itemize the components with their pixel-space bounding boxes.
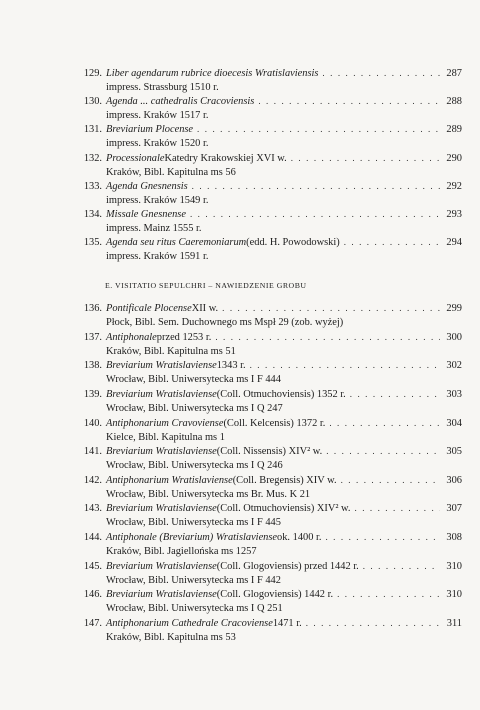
entry-source: Wrocław, Bibl. Uniwersytecka ms I Q 251 — [106, 603, 283, 615]
dot-leader — [344, 235, 441, 249]
entry-title: Liber agendarum rubrice dioecesis Wratislaviensis — [106, 68, 319, 79]
entry-page-number: 290 — [446, 153, 462, 164]
entry-number: 134. — [83, 209, 102, 220]
entry-page-number: 288 — [446, 96, 462, 107]
entry-source: impress. Kraków 1520 r. — [106, 138, 209, 150]
entry-detail: 1343 r. — [216, 360, 246, 371]
entry-source: Wrocław, Bibl. Uniwersytecka ms I F 444 — [106, 374, 281, 386]
entry-number: 144. — [83, 532, 102, 543]
toc-entry — [70, 151, 462, 180]
entry-title: Breviarium Plocense — [106, 124, 194, 135]
entry-page-number: 307 — [446, 503, 462, 514]
entry-page-number: 299 — [446, 303, 462, 314]
entry-title: Breviarium Wratislaviense — [106, 446, 217, 457]
dot-leader — [258, 94, 440, 108]
entry-detail: przed 1253 r. — [156, 332, 212, 343]
entry-page-number: 300 — [446, 332, 462, 343]
entry-title: Agenda Gnesnensis — [106, 181, 188, 192]
entry-detail: (Coll. Otmuchoviensis) 1352 r. — [216, 389, 346, 400]
entry-page-number: 311 — [446, 618, 462, 629]
entry-page-number: 303 — [446, 389, 462, 400]
entry-title: Antiphonarium Wratislaviense — [106, 475, 233, 486]
entry-number: 138. — [83, 360, 102, 371]
entry-number: 145. — [83, 561, 102, 572]
entry-title: Breviarium Wratislaviense — [106, 589, 217, 600]
toc-entry — [70, 94, 462, 123]
entry-number: 143. — [83, 503, 102, 514]
entry-source: Wrocław, Bibl. Uniwersytecka ms Br. Mus. K 21 — [106, 489, 311, 501]
toc-entry — [70, 122, 462, 151]
entry-detail: (Coll. Otmuchoviensis) XIV² w. — [216, 503, 351, 514]
entry-title: Antiphonale (Breviarium) Wratislaviense — [106, 532, 278, 543]
entry-detail: (Coll. Nissensis) XIV² w. — [216, 446, 323, 457]
entry-title: Breviarium Wratislaviense — [106, 360, 217, 371]
toc-entry — [70, 416, 462, 445]
dot-leader — [192, 179, 441, 193]
entry-number: 135. — [83, 237, 102, 248]
entry-detail: ok. 1400 r. — [277, 532, 322, 543]
toc-entry — [70, 530, 462, 559]
entry-title: Breviarium Wratislaviense — [106, 503, 217, 514]
dot-leader — [355, 501, 441, 515]
entry-source: Kielce, Bibl. Kapitulna ms 1 — [106, 432, 225, 444]
entry-detail: (edd. H. Powodowski) — [246, 237, 340, 248]
dot-leader — [215, 330, 440, 344]
entry-page-number: 305 — [446, 446, 462, 457]
entry-detail: 1471 r. — [272, 618, 302, 629]
entry-detail: (Coll. Bregensis) XIV w. — [232, 475, 337, 486]
entry-detail: (Coll. Kelcensis) 1372 r. — [223, 418, 326, 429]
entry-number: 133. — [83, 181, 102, 192]
entry-source: impress. Kraków 1549 r. — [106, 195, 209, 207]
entry-source: impress. Strassburg 1510 r. — [106, 82, 219, 94]
entry-number: 147. — [83, 618, 102, 629]
toc-entry — [70, 66, 462, 95]
toc-entry — [70, 473, 462, 502]
entry-source: Wrocław, Bibl. Uniwersytecka ms I F 442 — [106, 575, 281, 587]
toc-entry — [70, 330, 462, 359]
entry-source: Wrocław, Bibl. Uniwersytecka ms I Q 246 — [106, 460, 283, 472]
entry-title: Breviarium Wratislaviense — [106, 561, 217, 572]
entry-page-number: 289 — [446, 124, 462, 135]
toc-entry — [70, 559, 462, 588]
toc-entry — [70, 358, 462, 387]
entry-number: 131. — [83, 124, 102, 135]
entry-source: Kraków, Bibl. Kapitulna ms 53 — [106, 632, 236, 644]
entry-number: 137. — [83, 332, 102, 343]
dot-leader — [325, 530, 440, 544]
entry-source: Kraków, Bibl. Jagiellońska ms 1257 — [106, 546, 257, 558]
entry-page-number: 306 — [446, 475, 462, 486]
entry-number: 130. — [83, 96, 102, 107]
toc-entry — [70, 207, 462, 236]
entry-source: impress. Mainz 1555 r. — [106, 223, 202, 235]
entry-title: Processionale — [106, 153, 165, 164]
dot-leader — [350, 387, 441, 401]
entry-detail: Katedry Krakowskiej XVI w. — [164, 153, 287, 164]
entry-title: Missale Gnesnense — [106, 209, 186, 220]
entry-title: Antiphonarium Cravoviense — [106, 418, 224, 429]
entry-title: Agenda ... cathedralis Cracoviensis — [106, 96, 255, 107]
entry-page-number: 302 — [446, 360, 462, 371]
entry-page-number: 287 — [446, 68, 462, 79]
entry-detail: (Coll. Glogoviensis) przed 1442 r. — [216, 561, 359, 572]
toc-entry — [70, 179, 462, 208]
section-heading: E. VISITATIO SEPULCHRI – NAWIEDZENIE GROBU — [105, 281, 307, 290]
toc-entry — [70, 387, 462, 416]
entry-source: Płock, Bibl. Sem. Duchownego ms Mspł 29 (zob. wyżej) — [106, 317, 344, 329]
entry-page-number: 308 — [446, 532, 462, 543]
entry-source: Kraków, Bibl. Kapitulna ms 56 — [106, 167, 236, 179]
toc-entry — [70, 444, 462, 473]
entry-number: 132. — [83, 153, 102, 164]
entry-page-number: 310 — [446, 589, 462, 600]
entry-title: Agenda seu ritus Caeremoniarum — [106, 237, 247, 248]
entry-title: Antiphonarium Cathedrale Cracoviense — [106, 618, 273, 629]
entry-title: Pontificale Plocense — [106, 303, 192, 314]
dot-leader — [341, 473, 441, 487]
entry-page-number: 304 — [446, 418, 462, 429]
entry-detail: XII w. — [191, 303, 219, 314]
dot-leader — [190, 207, 440, 221]
dot-leader — [291, 151, 441, 165]
entry-source: impress. Kraków 1517 r. — [106, 110, 209, 122]
entry-number: 142. — [83, 475, 102, 486]
entry-page-number: 292 — [446, 181, 462, 192]
entry-title: Antiphonale — [106, 332, 157, 343]
dot-leader — [363, 559, 441, 573]
toc-entry — [70, 587, 462, 616]
entry-source: Kraków, Bibl. Kapitulna ms 51 — [106, 346, 236, 358]
entry-number: 146. — [83, 589, 102, 600]
entry-title: Breviarium Wratislaviense — [106, 389, 217, 400]
entry-source: impress. Kraków 1591 r. — [106, 251, 209, 263]
entry-number: 140. — [83, 418, 102, 429]
toc-entry — [70, 501, 462, 530]
entry-page-number: 293 — [446, 209, 462, 220]
entry-number: 136. — [83, 303, 102, 314]
entry-source: Wrocław, Bibl. Uniwersytecka ms I Q 247 — [106, 403, 283, 415]
toc-entry — [70, 235, 462, 264]
toc-entry — [70, 616, 462, 645]
dot-leader — [197, 122, 440, 136]
entry-page-number: 294 — [446, 237, 462, 248]
dot-leader — [306, 616, 441, 630]
entry-page-number: 310 — [446, 561, 462, 572]
entry-number: 141. — [83, 446, 102, 457]
entry-detail: (Coll. Glogoviensis) 1442 r. — [216, 589, 334, 600]
dot-leader — [250, 358, 441, 372]
entry-number: 139. — [83, 389, 102, 400]
entry-source: Wrocław, Bibl. Uniwersytecka ms I F 445 — [106, 517, 281, 529]
entry-number: 129. — [83, 68, 102, 79]
dot-leader — [222, 301, 440, 315]
dot-leader — [322, 66, 440, 80]
dot-leader — [326, 444, 440, 458]
dot-leader — [337, 587, 440, 601]
toc-entry — [70, 301, 462, 330]
dot-leader — [329, 416, 440, 430]
